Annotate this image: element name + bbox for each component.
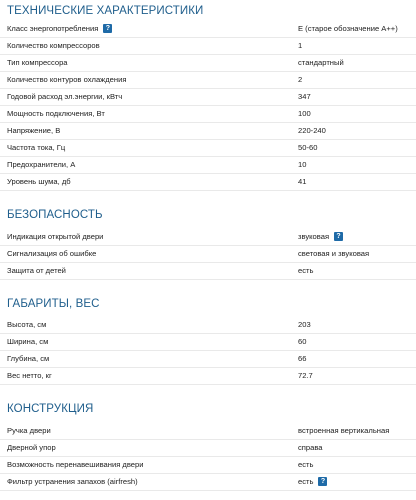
- spec-label: Уровень шума, дб: [7, 177, 71, 186]
- spec-value: 10: [298, 160, 307, 169]
- spec-value: стандартный: [298, 58, 344, 67]
- spec-row: [0, 440, 416, 457]
- spec-value: 50-60: [298, 143, 318, 152]
- spec-row: [0, 334, 416, 351]
- spec-row: [0, 246, 416, 263]
- spec-row: [0, 157, 416, 174]
- spec-label: Мощность подключения, Вт: [7, 109, 105, 118]
- spec-label: Высота, см: [7, 320, 47, 329]
- spec-label: Сигнализация об ошибке: [7, 249, 97, 258]
- spec-row: [0, 140, 416, 157]
- spec-row: [0, 368, 416, 385]
- spec-row: [0, 174, 416, 191]
- spec-row: [0, 106, 416, 123]
- spec-label: Вес нетто, кг: [7, 371, 52, 380]
- spec-row: [0, 123, 416, 140]
- spec-label: Тип компрессора: [7, 58, 68, 67]
- section-title-tech: ТЕХНИЧЕСКИЕ ХАРАКТЕРИСТИКИ: [7, 5, 204, 17]
- spec-label: Класс энергопотребления ?: [7, 22, 112, 35]
- spec-label: Напряжение, В: [7, 126, 61, 135]
- spec-value: световая и звуковая: [298, 249, 370, 258]
- spec-row: [0, 263, 416, 280]
- section-title-safety: БЕЗОПАСНОСТЬ: [7, 209, 103, 221]
- spec-value: есть ?: [298, 475, 327, 488]
- spec-value: звуковая ?: [298, 230, 343, 243]
- spec-label: Количество контуров охлаждения: [7, 75, 127, 84]
- spec-row: [0, 55, 416, 72]
- spec-label: Индикация открытой двери: [7, 232, 104, 241]
- spec-row: [0, 72, 416, 89]
- spec-row: [0, 423, 416, 440]
- spec-row: [0, 229, 416, 246]
- spec-row: [0, 21, 416, 38]
- spec-value: E (старое обозначение A++): [298, 24, 398, 33]
- spec-value: 203: [298, 320, 311, 329]
- help-icon[interactable]: ?: [103, 24, 112, 33]
- spec-value: 100: [298, 109, 311, 118]
- spec-label: Дверной упор: [7, 443, 56, 452]
- section-title-dimensions: ГАБАРИТЫ, ВЕС: [7, 298, 100, 310]
- spec-label: Ручка двери: [7, 426, 51, 435]
- spec-label: Фильтр устранения запахов (airfresh): [7, 477, 138, 486]
- spec-row: [0, 457, 416, 474]
- spec-row: [0, 317, 416, 334]
- help-icon[interactable]: ?: [318, 477, 327, 486]
- section-title-construction: КОНСТРУКЦИЯ: [7, 403, 94, 415]
- spec-value: есть: [298, 266, 314, 275]
- help-icon[interactable]: ?: [334, 232, 343, 241]
- spec-label: Предохранители, А: [7, 160, 76, 169]
- spec-value: 60: [298, 337, 307, 346]
- spec-value: 72.7: [298, 371, 313, 380]
- spec-label: Годовой расход эл.энергии, кВтч: [7, 92, 123, 101]
- spec-row: [0, 38, 416, 55]
- spec-row: [0, 89, 416, 106]
- spec-label: Глубина, см: [7, 354, 50, 363]
- spec-row: [0, 351, 416, 368]
- spec-value: справа: [298, 443, 323, 452]
- spec-label: Возможность перенавешивания двери: [7, 460, 144, 469]
- spec-label: Количество компрессоров: [7, 41, 100, 50]
- spec-value: 347: [298, 92, 311, 101]
- spec-value: 2: [298, 75, 303, 84]
- spec-value: 66: [298, 354, 307, 363]
- spec-value: 1: [298, 41, 303, 50]
- spec-value: есть: [298, 460, 314, 469]
- spec-label: Частота тока, Гц: [7, 143, 66, 152]
- spec-value: встроенная вертикальная: [298, 426, 390, 435]
- spec-value: 41: [298, 177, 307, 186]
- spec-row: [0, 474, 416, 491]
- spec-label: Защита от детей: [7, 266, 66, 275]
- spec-label: Ширина, см: [7, 337, 49, 346]
- spec-value: 220-240: [298, 126, 326, 135]
